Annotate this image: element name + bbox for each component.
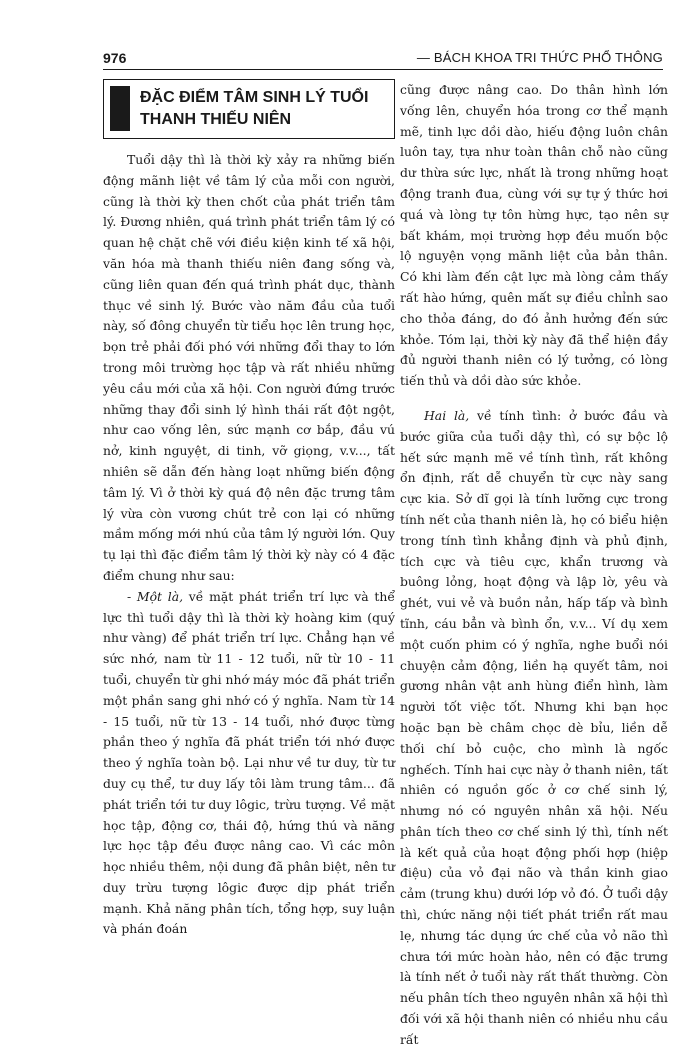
right-column [400, 80, 668, 1051]
section-title-box [103, 79, 395, 139]
page-number: 976 [103, 50, 127, 66]
intro-paragraph: Tuổi dậy thì là thời kỳ xảy ra những biến động mãnh liệt về tâm lý của mỗi con người, cũng là thời kỳ then chốt của phát triển tâm lý. Đương nhiên, quá trình phát triển tâm lý có quan hệ chặt chẽ với điều kiện kinh tế xã hội, văn hóa mà thanh thiếu niên đang sống và, cũng liên quan đến quá trình phát dục, thành thục về sinh lý. Bước vào năm đầu của tuổi này, số đông chuyển từ tiểu học lên trung học, bọn trẻ phải đối phó với những đổi thay to lớn trong môi trường học tập và rất nhiều những yêu cầu mới của xã hội. Con người đứng trước những thay đổi sinh lý hình thái rất đột ngột, như cao vống lên, sức mạnh cơ bắp, đầu vú nở, kinh nguyệt, di tinh, vỡ giọng, v.v..., tất nhiên sẽ dẫn đến hàng loạt những biến động tâm lý. Vì ở thời kỳ quá độ nên đặc trưng tâm lý vừa còn vương chút trẻ con lại có những mầm mống mới nhú của tâm lý người lớn. Quy tụ lại thì đặc điểm tâm lý thời kỳ này có 4 đặc điểm chung như sau: [103, 152, 395, 583]
running-header: — BÁCH KHOA TRI THỨC PHỔ THÔNG [417, 50, 663, 65]
continued-paragraph: cũng được nâng cao. Do thân hình lớn vống lên, chuyển hóa trong cơ thể mạnh mẽ, tinh lực dồi dào, hiếu động luôn chân luôn tay, tựa như toàn thân chỗ nào cũng dư thừa sức lực, nhất là trong những hoạt động tranh đua, cùng với sự tự ý thức hơi quá và lòng tự tôn hừng hực, tạo nên sự bất khám, mọi trường hợp đều muốn bộc lộ nguyện vọng mãnh liệt của bản thân. Có khi làm đến cật lực mà lòng cảm thấy rất hào hứng, quên mất sự điều chỉnh sao cho thỏa đáng, do đó ảnh hưởng đến sức khỏe. Tóm lại, thời kỳ này đã thể hiện đầy đủ người thanh niên có lý tưởng, có lòng tiến thủ và dồi dào sức khỏe. [400, 82, 668, 389]
left-column [103, 150, 395, 940]
section-title: ĐẶC ĐIỂM TÂM SINH LÝ TUỔI THANH THIẾU NIÊN [140, 89, 369, 128]
point-one-lead: - Một là, [127, 588, 184, 604]
point-two-paragraph [400, 406, 668, 1051]
point-one-text: về mặt phát triển trí lực và thể lực thì tuổi dậy thì là thời kỳ hoàng kim (quý như vàng) để phát triển trí lực. Chẳng hạn về sức nhớ, nam từ 11 - 12 tuổi, nữ từ 10 - 11 tuổi, chuyển từ ghi nhớ máy móc đã phát triển một phần sang ghi nhớ có ý nghĩa. Nam từ 14 - 15 tuổi, nữ từ 13 - 14 tuổi, nhớ được từng phần theo ý nghĩa đã phát triển tới nhớ được theo ý nghĩa toàn bộ. Lại như về tư duy, từ tư duy cụ thể, tư duy lấy tôi làm trung tâm... đã phát triển tới tư duy lôgic, trừu tượng. Về mặt học tập, động cơ, thái độ, hứng thú và năng lực học tập đều được nâng cao. Vì các môn học nhiều thêm, nội dung đã phân biệt, nên tư duy trừu tượng lôgic được dịp phát triển mạnh. Khả năng phân tích, tổng hợp, suy luận và phán đoán [103, 588, 395, 937]
title-marker-bar [110, 86, 130, 131]
header-rule [103, 69, 663, 70]
point-two-text: về tính tình: ở bước đầu và bước giữa của tuổi dậy thì, có sự bộc lộ hết sức mạnh mẽ về tính tình, rất không ổn định, rất dễ chuyển từ cực này sang cực kia. Sở dĩ gọi là tính lưỡng cực trong tính nết của thanh niên là, họ có biểu hiện trong tính tình khẳng định và phủ định, tích cực và tiêu cực, khẩn trương và buông lỏng, hoạt động và lập lờ, yêu và ghét, vui vẻ và buồn nản, hấp tấp và bình tĩnh, cáu bẳn và bình ổn, v.v... Ví dụ xem một cuốn phim có ý nghĩa, nghe buổi nói chuyện cảm động, liền hạ quyết tâm, noi gương nhân vật anh hùng điển hình, làm người tốt việc tốt. Nhưng khi bạn học hoặc bạn bè châm chọc dè bỉu, liền dễ thối chí bỏ cuộc, cho mình là ngốc nghếch. Tính hai cực này ở thanh niên, tất nhiên có nguồn gốc ở cơ chế sinh lý, nhưng nó có nguyên nhân xã hội. Nếu phân tích theo cơ chế sinh lý thì, tính nết là kết quả của hoạt động phối hợp (hiệp điệu) của vỏ đại não và thần kinh giao cảm (trung khu) dưới lớp vỏ đó. Ở tuổi dậy thì, chức năng nội tiết phát triển rất mau lẹ, nhưng tác dụng ức chế của vỏ não thì chưa tới mức hoàn hảo, nên có đặc trưng là tính nết ở tuổi này rất thất thường. Còn nếu phân tích theo nguyên nhân xã hội thì đối với xã hội thanh niên có nhiều nhu cầu rất [400, 407, 668, 1047]
point-two-lead: Hai là, [424, 407, 470, 423]
point-one-paragraph [103, 587, 395, 941]
